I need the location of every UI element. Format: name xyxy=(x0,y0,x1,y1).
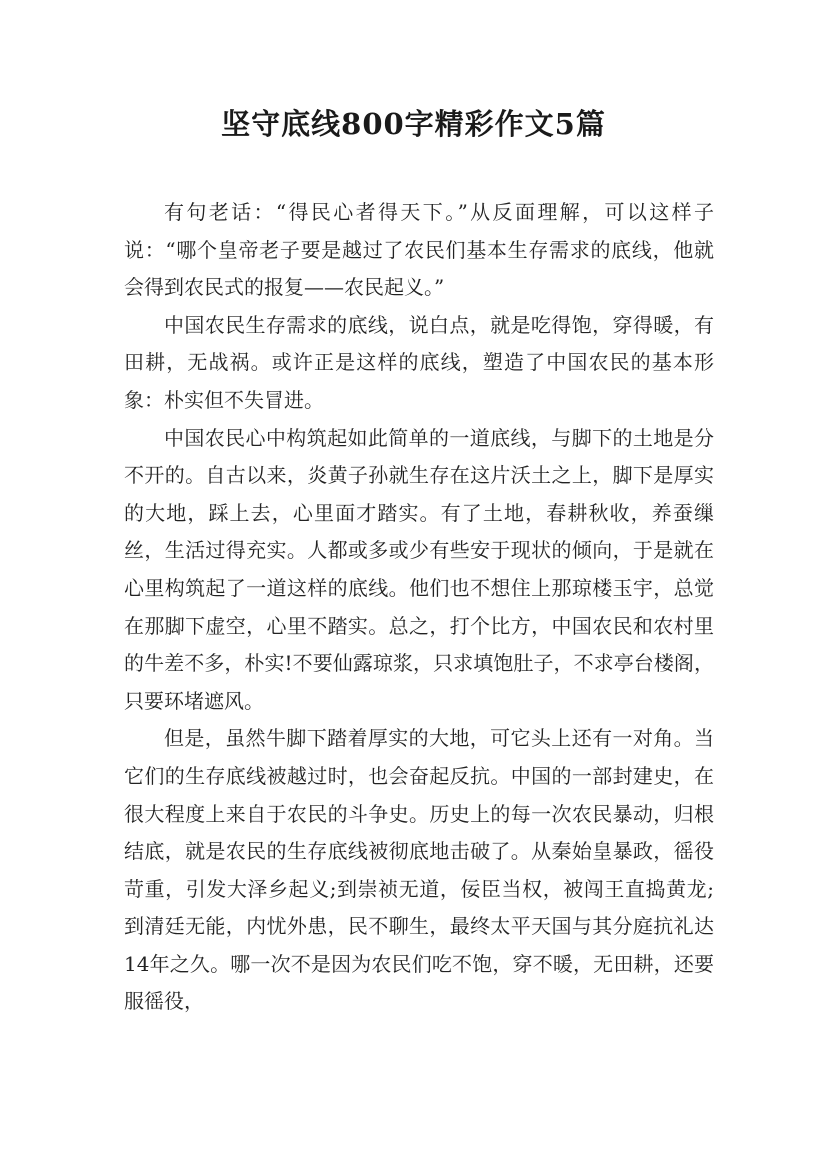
paragraph: 有句老话：“得民心者得天下。”从反面理解，可以这样子说：“哪个皇帝老子要是越过了农民们基本生存需求的底线，他就会得到农民式的报复——农民起义。” xyxy=(124,200,714,300)
paragraph: 中国农民生存需求的底线，说白点，就是吃得饱，穿得暖，有田耕，无战祸。或许正是这样的底线，塑造了中国农民的基本形象：朴实但不失冒进。 xyxy=(124,312,714,412)
document-body xyxy=(124,194,714,1021)
paragraph: 中国农民心中构筑起如此简单的一道底线，与脚下的土地是分不开的。自古以来，炎黄子孙就生存在这片沃土之上，脚下是厚实的大地，踩上去，心里面才踏实。有了土地，春耕秋收，养蚕缫丝，生活过得充实。人都或多或少有些安于现状的倾向，于是就在心里构筑起了一道这样的底线。他们也不想住上那琼楼玉宇，总觉在那脚下虚空，心里不踏实。总之，打个比方，中国农民和农村里的牛差不多，朴实!不要仙露琼浆，只求填饱肚子，不求亭台楼阁，只要环堵遮风。 xyxy=(124,425,714,713)
paragraph: 但是，虽然牛脚下踏着厚实的大地，可它头上还有一对角。当它们的生存底线被越过时，也会奋起反抗。中国的一部封建史，在很大程度上来自于农民的斗争史。历史上的每一次农民暴动，归根结底，就是农民的生存底线被彻底地击破了。从秦始皇暴政，徭役苛重，引发大泽乡起义;到崇祯无道，佞臣当权，被闯王直捣黄龙;到清廷无能，内忧外患，民不聊生，最终太平天国与其分庭抗礼达14年之久。哪一次不是因为农民们吃不饱，穿不暖，无田耕，还要服徭役， xyxy=(124,726,714,1014)
document-title: 坚守底线800字精彩作文5篇 xyxy=(221,107,606,141)
